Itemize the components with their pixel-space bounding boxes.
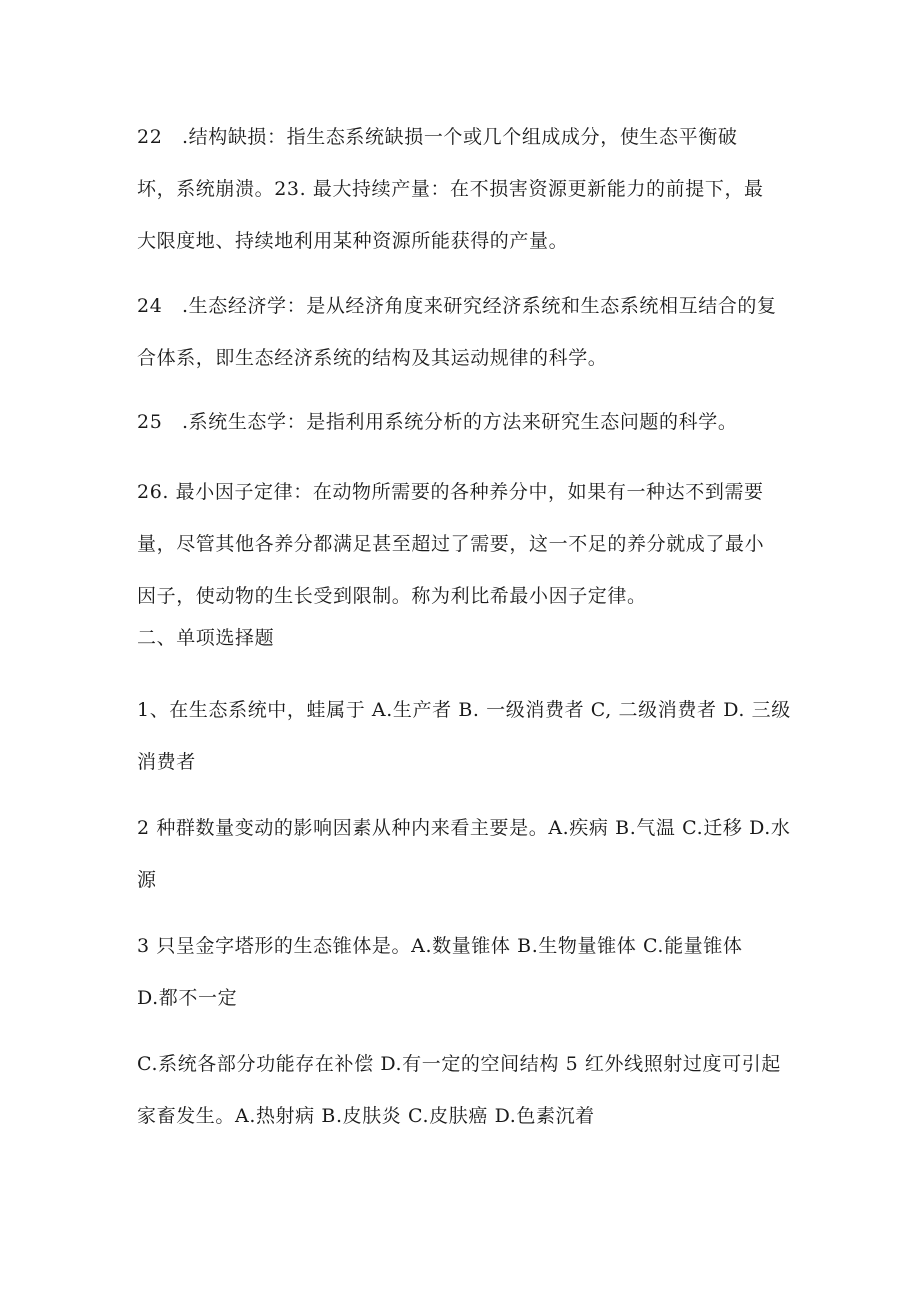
- question-line: C.系统各部分功能存在补偿 D.有一定的空间结构 5 红外线照射过度可引起: [137, 1053, 781, 1075]
- paragraph-26: [137, 466, 787, 622]
- question-line: 源: [137, 869, 157, 891]
- question-2: [137, 802, 791, 906]
- question-3: [137, 920, 787, 1024]
- paragraph-line: 22 .结构缺损：指生态系统缺损一个或几个组成成分，使生态平衡破: [137, 126, 738, 148]
- paragraph-line: 因子，使动物的生长受到限制。称为利比希最小因子定律。: [137, 585, 647, 607]
- paragraph-line: 26. 最小因子定律：在动物所需要的各种养分中，如果有一种达不到需要: [137, 481, 764, 503]
- question-line: 家畜发生。A.热射病 B.皮肤炎 C.皮肤癌 D.色素沉着: [137, 1105, 595, 1127]
- paragraph-line: 合体系，即生态经济系统的结构及其运动规律的科学。: [137, 347, 608, 369]
- section-heading: 二、单项选择题: [137, 627, 275, 649]
- paragraph-line: 量，尽管其他各养分都满足甚至超过了需要，这一不足的养分就成了最小: [137, 533, 765, 555]
- paragraph-24: [137, 280, 787, 384]
- paragraph-line: 25 .系统生态学：是指利用系统分析的方法来研究生态问题的科学。: [137, 411, 738, 433]
- question-line: 3 只呈金字塔形的生态锥体是。A.数量锥体 B.生物量锥体 C.能量锥体: [137, 935, 743, 957]
- question-line: 1、在生态系统中，蛙属于 A.生产者 B. 一级消费者 C, 二级消费者 D. 三级: [137, 699, 791, 721]
- question-line: D.都不一定: [137, 987, 238, 1009]
- question-4-5: [137, 1038, 787, 1142]
- paragraph-25: [137, 396, 787, 448]
- question-line: 消费者: [137, 751, 196, 773]
- paragraph-line: 24 .生态经济学：是从经济角度来研究经济系统和生态系统相互结合的复: [137, 295, 777, 317]
- paragraph-line: 坏，系统崩溃。23. 最大持续产量：在不损害资源更新能力的前提下，最: [137, 178, 764, 200]
- question-line: 2 种群数量变动的影响因素从种内来看主要是。A.疾病 B.气温 C.迁移 D.水: [137, 817, 791, 839]
- paragraph-line: 大限度地、持续地利用某种资源所能获得的产量。: [137, 230, 569, 252]
- paragraph-22: [137, 111, 787, 267]
- question-1: [137, 684, 791, 788]
